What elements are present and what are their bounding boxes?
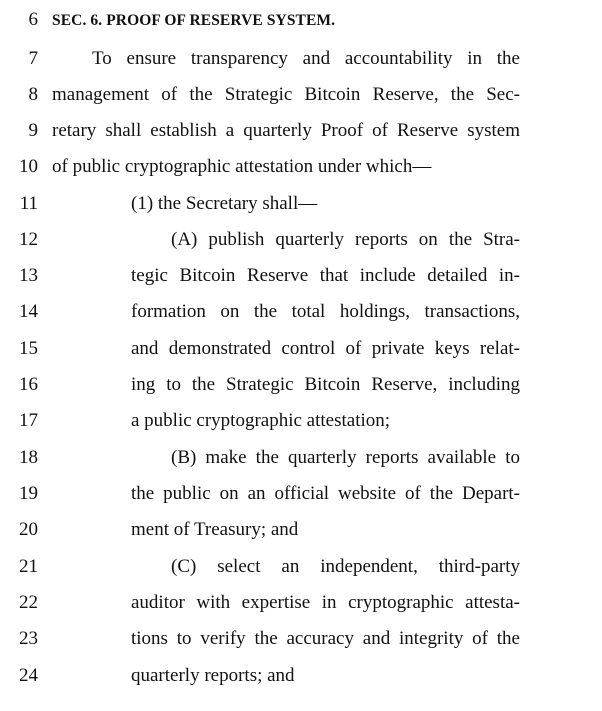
line-text: retary shall establish a quarterly Proof of Reserve system [52,120,520,141]
line-number: 19 [19,483,38,504]
line-13 [0,264,602,300]
line-text: tions to verify the accuracy and integrity of the [131,628,520,649]
line-21 [0,555,602,591]
line-text: ing to the Strategic Bitcoin Reserve, including [131,374,520,395]
line-number: 24 [19,665,38,686]
line-text: quarterly reports; and [131,665,295,686]
line-15 [0,337,602,373]
line-11 [0,192,602,228]
line-19 [0,482,602,518]
line-text: (1) the Secretary shall— [131,193,318,214]
line-text: auditor with expertise in cryptographic attesta- [131,592,520,613]
section-heading: SEC. 6. PROOF OF RESERVE SYSTEM. [52,12,336,29]
line-text: a public cryptographic attestation; [131,410,391,431]
line-number: 20 [19,519,38,540]
line-number: 22 [19,592,38,613]
line-8 [0,83,602,119]
line-text: of public cryptographic attestation under which— [52,156,432,177]
line-number: 8 [28,84,38,105]
line-12 [0,228,602,264]
line-text: To ensure transparency and accountability in the [92,48,520,69]
line-number: 23 [19,628,38,649]
line-number: 6 [28,9,38,30]
line-text: tegic Bitcoin Reserve that include detailed in- [131,265,520,286]
line-17 [0,409,602,445]
line-22 [0,591,602,627]
line-text: formation on the total holdings, transactions, [131,301,520,322]
line-number: 21 [19,556,38,577]
line-text: ment of Treasury; and [131,519,299,540]
line-text: (B) make the quarterly reports available to [171,447,520,468]
line-18 [0,446,602,482]
line-text: (A) publish quarterly reports on the Stra- [171,229,520,250]
line-number: 15 [19,338,38,359]
line-number: 13 [19,265,38,286]
line-number: 10 [19,156,38,177]
line-6 [0,8,602,44]
line-text: the public on an official website of the Depart- [131,483,520,504]
line-number: 14 [19,301,38,322]
line-number: 9 [28,120,38,141]
line-number: 18 [19,447,38,468]
line-24 [0,664,602,700]
line-16 [0,373,602,409]
line-14 [0,300,602,336]
line-number: 12 [19,229,38,250]
line-10 [0,155,602,191]
line-23 [0,627,602,663]
line-number: 11 [19,193,38,214]
line-text: management of the Strategic Bitcoin Reserve, the Sec- [52,84,520,105]
line-number: 17 [19,410,38,431]
line-text: and demonstrated control of private keys relat- [131,338,520,359]
line-text: (C) select an independent, third-party [171,556,520,577]
line-20 [0,518,602,554]
line-number: 7 [28,48,38,69]
line-number: 16 [19,374,38,395]
line-9 [0,119,602,155]
line-7 [0,47,602,83]
